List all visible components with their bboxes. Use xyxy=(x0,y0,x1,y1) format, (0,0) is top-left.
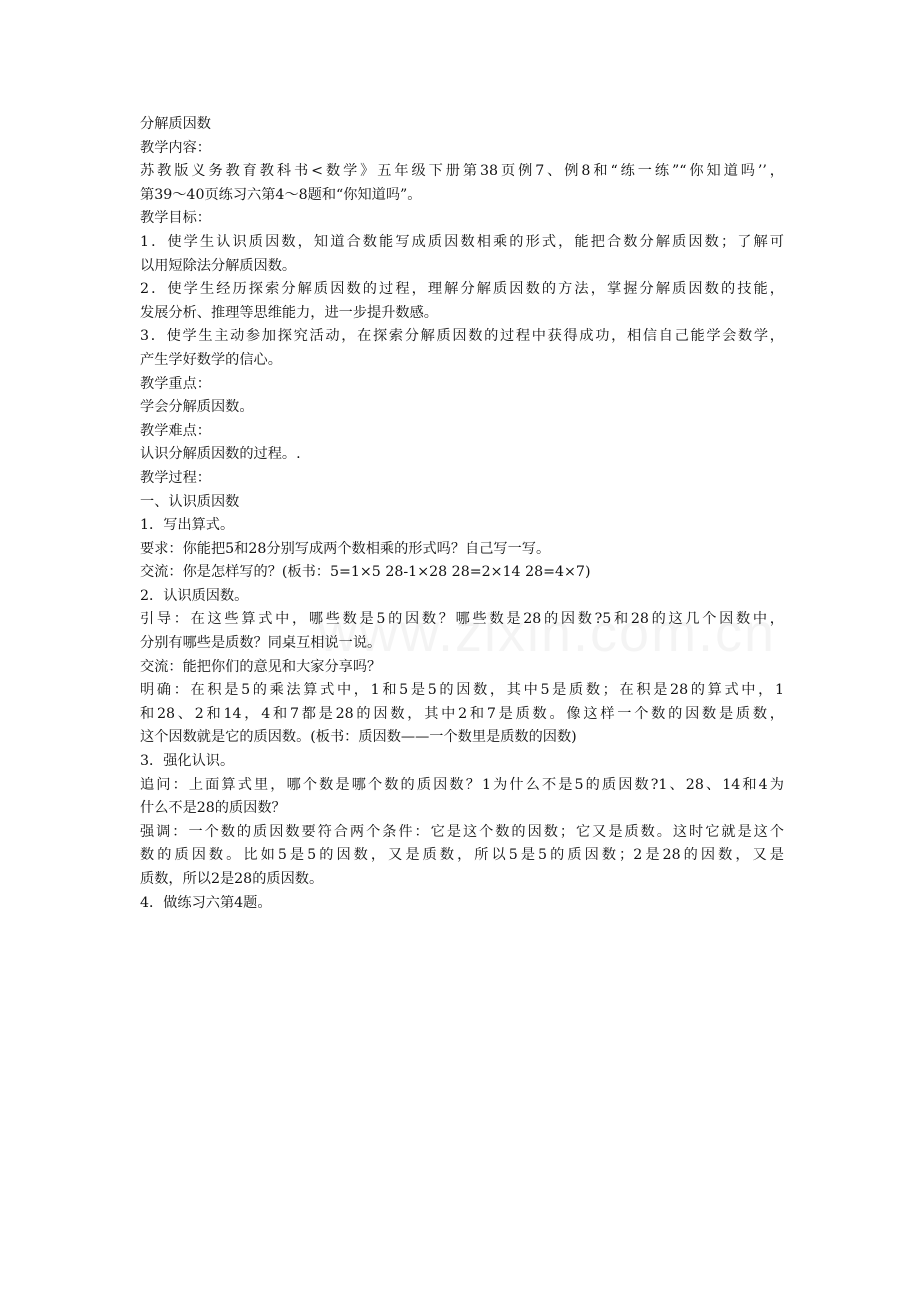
text-line: 以用短除法分解质因数。 xyxy=(140,257,297,274)
text-line: 教学重点： xyxy=(140,375,211,392)
text-line: 1．使学生认识质因数，知道合数能写成质因数相乘的形式，能把合数分解质因数；了解可 xyxy=(140,233,784,250)
text-line: 4．做练习六第4题。 xyxy=(140,894,272,911)
text-line: 这个因数就是它的质因数。(板书：质因数——一个数里是质数的因数) xyxy=(140,729,577,746)
text-line: 发展分析、推理等思维能力，进一步提升数感。 xyxy=(140,304,438,321)
text-line: 和28、2和14，4和7都是28的因数，其中2和7是质数。像这样一个数的因数是质数， xyxy=(140,705,784,722)
text-line: 分别有哪些是质数？同桌互相说一说。 xyxy=(140,635,382,652)
text-line: 分解质因数 xyxy=(140,116,211,132)
text-line: 教学难点： xyxy=(140,422,211,439)
text-line: 学会分解质因数。 xyxy=(140,399,254,416)
text-line: 第39～40页练习六第4～8题和“你知道吗”。 xyxy=(140,186,422,203)
text-line: 苏教版义务教育教科书<数学》五年级下册第38页例7、例8和“练一练”“你知道吗’’， xyxy=(140,163,784,180)
text-line: 交流：你是怎样写的？(板书：5=1×5 28-1×28 28=2×14 28=4×7) xyxy=(140,564,591,581)
document-body xyxy=(140,113,784,915)
text-line: 一、认识质因数 xyxy=(140,493,240,510)
text-line: 教学过程： xyxy=(140,469,211,486)
text-line: 产生学好数学的信心。 xyxy=(140,351,282,368)
text-line: 数的质因数。比如5是5的因数，又是质数，所以5是5的质因数；2是28的因数，又是 xyxy=(140,847,784,864)
text-line: 交流：能把你们的意见和大家分享吗？ xyxy=(140,658,382,675)
text-line: 1．写出算式。 xyxy=(140,517,235,534)
text-line: 追问：上面算式里，哪个数是哪个数的质因数？1为什么不是5的质因数?1、28、14和4为 xyxy=(140,776,784,793)
text-line: 要求：你能把5和28分别写成两个数相乘的形式吗？自己写一写。 xyxy=(140,540,551,557)
text-line: 什么不是28的质因数？ xyxy=(140,800,286,817)
text-line: 教学目标： xyxy=(140,210,211,227)
text-line: 3．使学生主动参加探究活动，在探索分解质因数的过程中获得成功，相信自己能学会数学， xyxy=(140,328,784,345)
text-line: 2．使学生经历探索分解质因数的过程，理解分解质因数的方法，掌握分解质因数的技能， xyxy=(140,281,784,298)
text-line: 3．强化认识。 xyxy=(140,753,235,770)
text-line: 教学内容： xyxy=(140,139,211,156)
text-line: 认识分解质因数的过程。. xyxy=(140,446,301,463)
text-line: 质数，所以2是28的质因数。 xyxy=(140,871,324,887)
text-line: 引导：在这些算式中，哪些数是5的因数？哪些数是28的因数?5和28的这几个因数中， xyxy=(140,611,784,628)
text-line: 明确：在积是5的乘法算式中，1和5是5的因数，其中5是质数；在积是28的算式中，1 xyxy=(140,682,784,699)
text-line: 强调：一个数的质因数要符合两个条件：它是这个数的因数；它又是质数。这时它就是这个 xyxy=(140,823,784,840)
text-line: 2．认识质因数。 xyxy=(140,587,249,604)
